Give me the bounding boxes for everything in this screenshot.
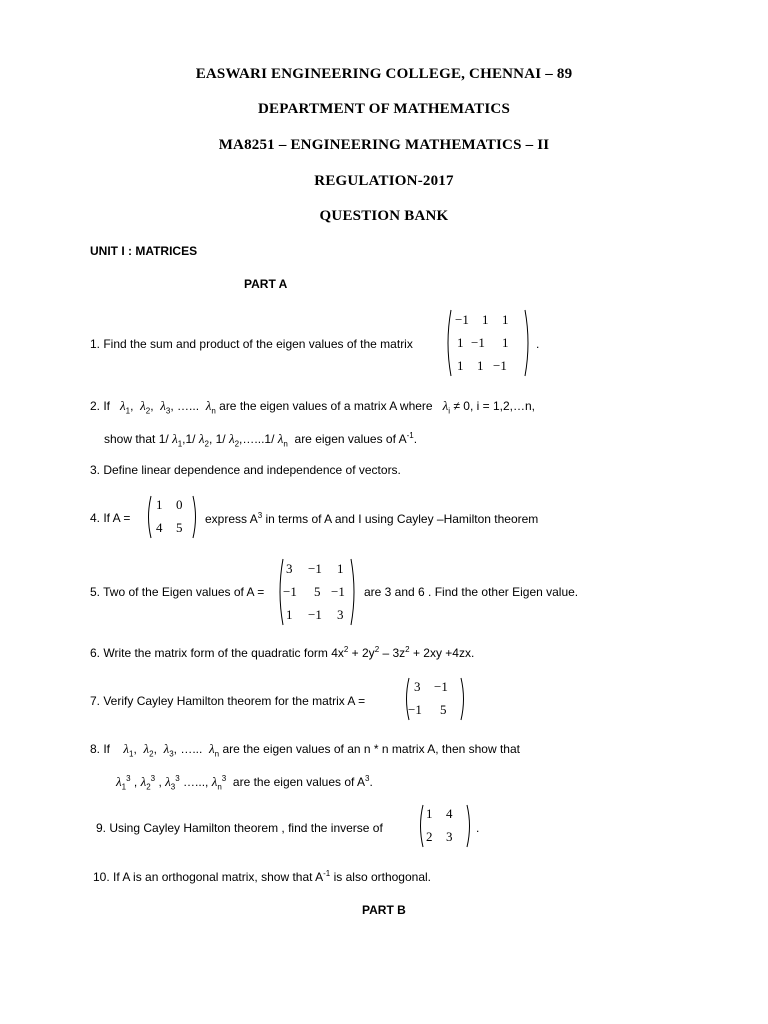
matrix-cell: −1 bbox=[471, 335, 485, 350]
matrix-cell: 4 bbox=[446, 806, 453, 821]
question-10: 10. If A is an orthogonal matrix, show that $A^{-1}$ is also orthogonal. bbox=[93, 869, 431, 884]
matrix-cell: −1 bbox=[308, 561, 322, 576]
matrix-cell: 5 bbox=[176, 520, 183, 535]
question-4-matrix bbox=[146, 494, 198, 540]
question-1-text: 1. Find the sum and product of the eigen values of the matrix bbox=[90, 337, 413, 351]
document-title: QUESTION BANK bbox=[319, 208, 449, 224]
question-6: 6. Write the matrix form of the quadratic form $4x^2 + 2y^2 - 3z^2 + 2xy +4zx$. bbox=[90, 645, 475, 660]
part-a-heading: PART A bbox=[244, 277, 288, 291]
matrix-cell: 3 bbox=[446, 829, 453, 844]
matrix-cell: 2 bbox=[426, 829, 433, 844]
matrix-cell: 1 bbox=[457, 358, 464, 373]
matrix-cell: 1 bbox=[502, 312, 509, 327]
matrix-cell: −1 bbox=[434, 679, 448, 694]
question-7: 7. Verify Cayley Hamilton theorem for the matrix A = bbox=[90, 694, 366, 708]
matrix-cell: 0 bbox=[176, 497, 183, 512]
matrix-cell: 3 bbox=[337, 607, 344, 622]
matrix-cell: −1 bbox=[283, 584, 297, 599]
question-5-prefix: 5. Two of the Eigen values of A = bbox=[90, 585, 265, 599]
matrix-cell: 5 bbox=[440, 702, 447, 717]
matrix-cell: 1 bbox=[477, 358, 484, 373]
question-9-tail: . bbox=[476, 821, 480, 835]
regulation: REGULATION-2017 bbox=[314, 173, 454, 189]
question-1 bbox=[90, 337, 413, 351]
question-8: 8. If $\lambda_1$, $\lambda_2$, $\lambda_3$, …... $\lambda_n$ are the eigen values of an n * n matrix A, then show that bbox=[90, 741, 520, 759]
matrix-cell: 5 bbox=[314, 584, 321, 599]
matrix-cell: −1 bbox=[331, 584, 345, 599]
course-title: MA8251 – ENGINEERING MATHEMATICS – II bbox=[218, 137, 550, 153]
matrix-cell: 1 bbox=[156, 497, 163, 512]
unit-heading: UNIT I : MATRICES bbox=[90, 244, 198, 258]
question-5-matrix bbox=[277, 557, 357, 627]
matrix-cell: 1 bbox=[426, 806, 433, 821]
part-b-heading: PART B bbox=[362, 903, 406, 917]
matrix-cell: 1 bbox=[502, 335, 509, 350]
question-1-tail: . bbox=[536, 337, 540, 351]
college-name: EASWARI ENGINEERING COLLEGE, CHENNAI – 89 bbox=[195, 66, 573, 82]
question-2: 2. If $\lambda_1$, $\lambda_2$, $\lambda_3$, …... $\lambda_n$ are the eigen values of a matrix A where $\lambda_i \ne 0$, i = 1,2,…n, bbox=[90, 398, 536, 416]
question-4: express $A^3$ in terms of A and I using Cayley –Hamilton theorem bbox=[205, 511, 539, 526]
matrix-cell: 1 bbox=[337, 561, 344, 576]
matrix-cell: 1 bbox=[286, 607, 293, 622]
matrix-cell: 3 bbox=[286, 561, 293, 576]
question-1-matrix bbox=[445, 308, 531, 378]
matrix-cell: −1 bbox=[308, 607, 322, 622]
question-5: are 3 and 6 . Find the other Eigen value. bbox=[364, 585, 579, 599]
matrix-cell: 4 bbox=[156, 520, 163, 535]
department-name: DEPARTMENT OF MATHEMATICS bbox=[258, 101, 510, 117]
question-2-line-2: show that 1/ $\lambda_1,1/$ $\lambda_2$, 1/ $\lambda_2,\dots...1/$ $\lambda_n$ are eigen values of $A^{-1}$. bbox=[104, 431, 418, 449]
question-7-matrix bbox=[404, 676, 466, 722]
question-4-prefix: 4. If A = bbox=[90, 511, 131, 525]
question-9-matrix bbox=[418, 803, 472, 849]
question-8-line-2: $\lambda_1^3$ , $\lambda_2^3$ , $\lambda_3^3$ …..., $\lambda_n^3$ are the eigen values of $A^3$. bbox=[116, 774, 373, 792]
matrix-cell: 1 bbox=[457, 335, 464, 350]
matrix-cell: −1 bbox=[493, 358, 507, 373]
matrix-cell: −1 bbox=[455, 312, 469, 327]
matrix-cell: 3 bbox=[414, 679, 421, 694]
matrix-cell: −1 bbox=[408, 702, 422, 717]
question-9: 9. Using Cayley Hamilton theorem , find the inverse of bbox=[96, 821, 383, 835]
matrix-cell: 1 bbox=[482, 312, 489, 327]
question-3: 3. Define linear dependence and independence of vectors. bbox=[90, 463, 401, 477]
